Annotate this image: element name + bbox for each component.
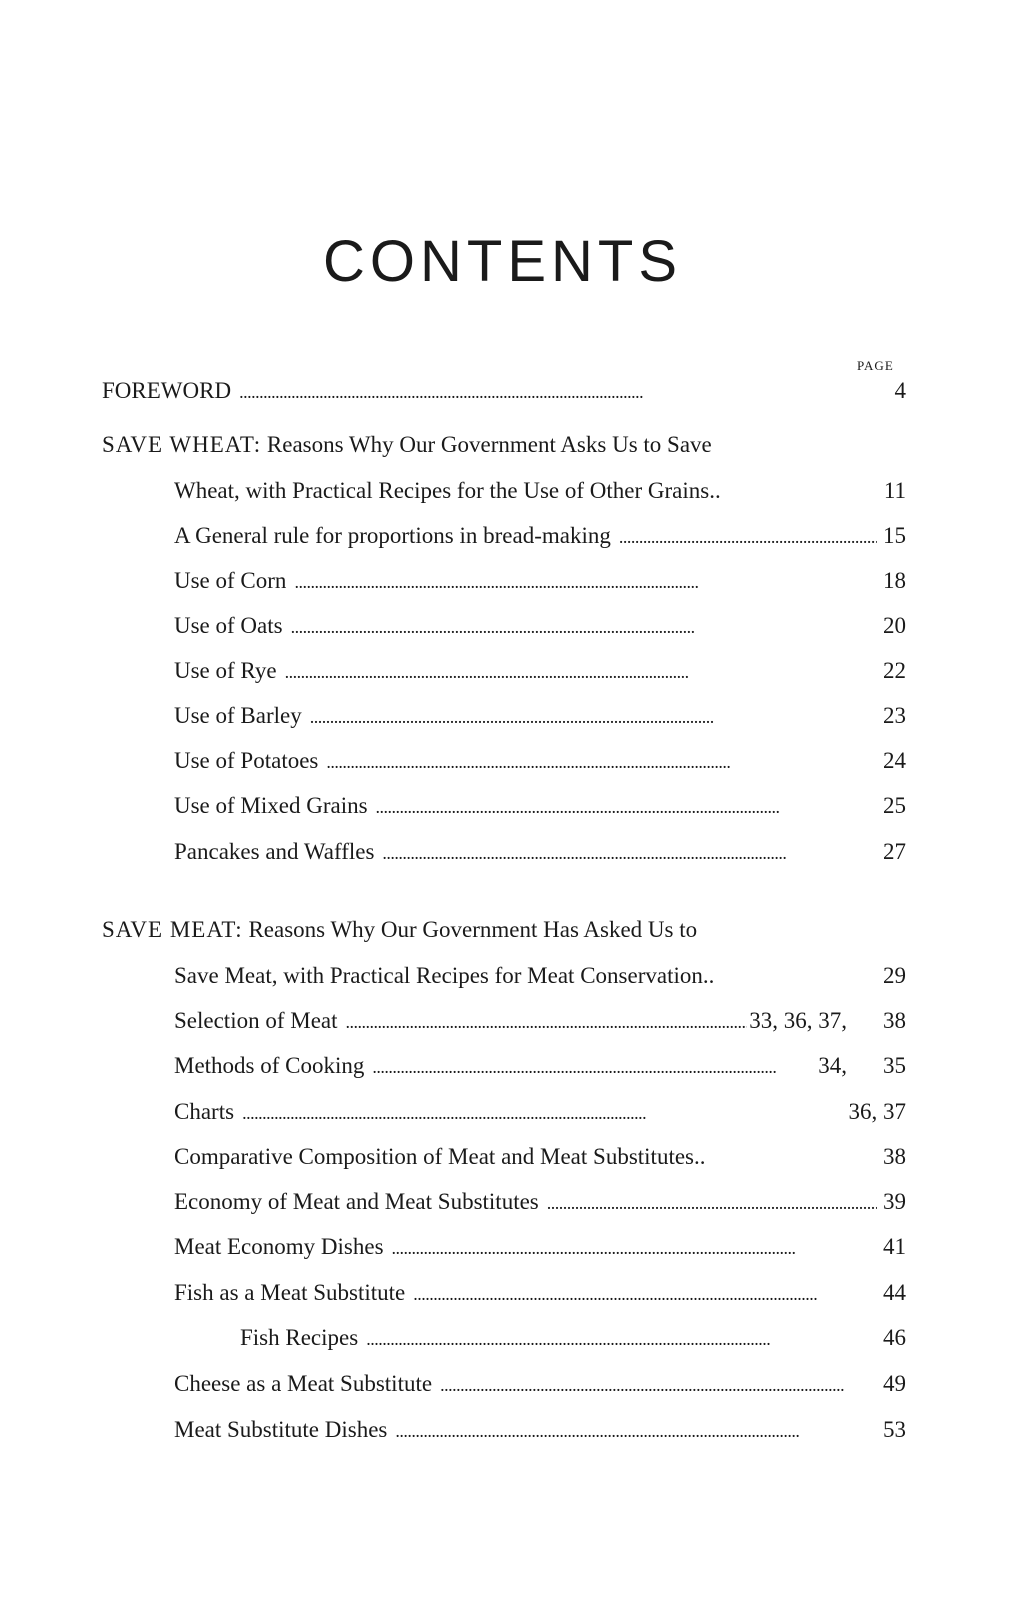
toc-entry-label: Use of Potatoes (174, 748, 319, 773)
toc-entry (174, 748, 906, 778)
dot-leader (294, 572, 877, 593)
toc-entry-page: 38 (883, 1144, 906, 1169)
toc-entry-page: 49 (883, 1371, 906, 1396)
toc-entry (174, 793, 906, 823)
toc-entry-inline-pages: 34, (818, 1053, 847, 1078)
toc-entry-page: 27 (883, 839, 906, 864)
section-heading-save-wheat (102, 432, 712, 458)
toc-entry-page: 46 (883, 1325, 906, 1350)
section-heading-title: SAVE WHEAT: (102, 432, 262, 457)
toc-entry-inline-pages: 36, 37 (848, 1099, 906, 1124)
section-heading-save-meat (102, 917, 697, 943)
dot-leader (326, 752, 877, 773)
toc-entry (174, 568, 906, 598)
toc-entry-page: 41 (883, 1234, 906, 1259)
toc-entry-label: Use of Barley (174, 703, 302, 728)
section-heading-title: SAVE MEAT: (102, 917, 243, 942)
toc-entry-page: 4 (894, 378, 906, 403)
toc-entry (174, 1144, 906, 1174)
toc-entry-page: 44 (883, 1280, 906, 1305)
toc-entry-page: 29 (883, 963, 906, 988)
toc-entry (174, 1008, 906, 1038)
toc-entry (174, 1053, 906, 1083)
toc-entry (174, 1099, 906, 1129)
section-heading-text: Reasons Why Our Government Has Asked Us to (248, 917, 698, 942)
toc-entry-page: 23 (883, 703, 906, 728)
toc-entry-label: Save Meat, with Practical Recipes for Meat Conservation.. (174, 963, 715, 988)
toc-entry-label: Methods of Cooking (174, 1053, 365, 1078)
toc-entry (174, 1417, 906, 1447)
toc-entry-page: 39 (883, 1189, 906, 1214)
toc-entry (174, 613, 906, 643)
dot-leader (285, 662, 877, 683)
toc-entry-label: Use of Corn (174, 568, 287, 593)
dot-leader (376, 797, 877, 818)
toc-entry-label: Selection of Meat (174, 1008, 338, 1033)
toc-entry-label: Pancakes and Waffles (174, 839, 375, 864)
toc-entry-label: Charts (174, 1099, 235, 1124)
dot-leader (242, 1103, 846, 1124)
toc-entry-page: 18 (883, 568, 906, 593)
toc-entry-label: Meat Economy Dishes (174, 1234, 384, 1259)
toc-entry-label: FOREWORD (102, 378, 232, 403)
toc-entry-label: Meat Substitute Dishes (174, 1417, 388, 1442)
toc-entry-label: Fish Recipes (240, 1325, 359, 1350)
dot-leader (310, 707, 877, 728)
toc-entry-label: A General rule for proportions in bread-making (174, 523, 611, 548)
toc-entry-page: 38 (883, 1008, 906, 1033)
toc-entry (174, 1280, 906, 1310)
toc-entry-page: 35 (883, 1053, 906, 1078)
dot-leader (291, 617, 877, 638)
section-heading-continuation (174, 963, 906, 993)
toc-entry-page: 22 (883, 658, 906, 683)
toc-entry-label: Economy of Meat and Meat Substitutes (174, 1189, 539, 1214)
toc-entry-foreword (102, 378, 906, 408)
dot-leader (547, 1193, 877, 1214)
toc-entry (240, 1325, 906, 1355)
toc-entry (174, 523, 906, 553)
toc-entry (174, 1189, 906, 1219)
toc-entry-label: Use of Oats (174, 613, 283, 638)
dot-leader (619, 527, 877, 548)
dot-leader (366, 1329, 877, 1350)
dot-leader (392, 1238, 877, 1259)
toc-entry (174, 1371, 906, 1401)
section-heading-continuation (174, 478, 906, 508)
dot-leader (346, 1012, 748, 1033)
toc-entry-label: Fish as a Meat Substitute (174, 1280, 406, 1305)
toc-entry-label: Comparative Composition of Meat and Meat Substitutes.. (174, 1144, 706, 1169)
toc-entry-inline-pages: 33, 36, 37, (749, 1008, 847, 1033)
dot-leader (372, 1057, 794, 1078)
dot-leader (413, 1284, 877, 1305)
dot-leader (440, 1375, 877, 1396)
toc-entry-page: 25 (883, 793, 906, 818)
toc-entry (174, 1234, 906, 1264)
toc-entry-label: Use of Mixed Grains (174, 793, 368, 818)
toc-entry-page: 11 (883, 478, 906, 503)
toc-entry-page: 15 (883, 523, 906, 548)
toc-entry-page: 20 (883, 613, 906, 638)
toc-entry (174, 658, 906, 688)
toc-entry-page: 53 (883, 1417, 906, 1442)
toc-entry (174, 703, 906, 733)
toc-entry-label: Wheat, with Practical Recipes for the Use of Other Grains.. (174, 478, 721, 503)
section-heading-text: Reasons Why Our Government Asks Us to Save (266, 432, 712, 457)
toc-entry-page: 24 (883, 748, 906, 773)
page-column-label: PAGE (857, 358, 894, 373)
toc-entry (174, 839, 906, 869)
dot-leader (382, 843, 877, 864)
toc-entry-label: Use of Rye (174, 658, 277, 683)
dot-leader (239, 382, 888, 403)
toc-entry-label: Cheese as a Meat Substitute (174, 1371, 433, 1396)
dot-leader (395, 1421, 877, 1442)
page-title: CONTENTS (323, 229, 682, 294)
